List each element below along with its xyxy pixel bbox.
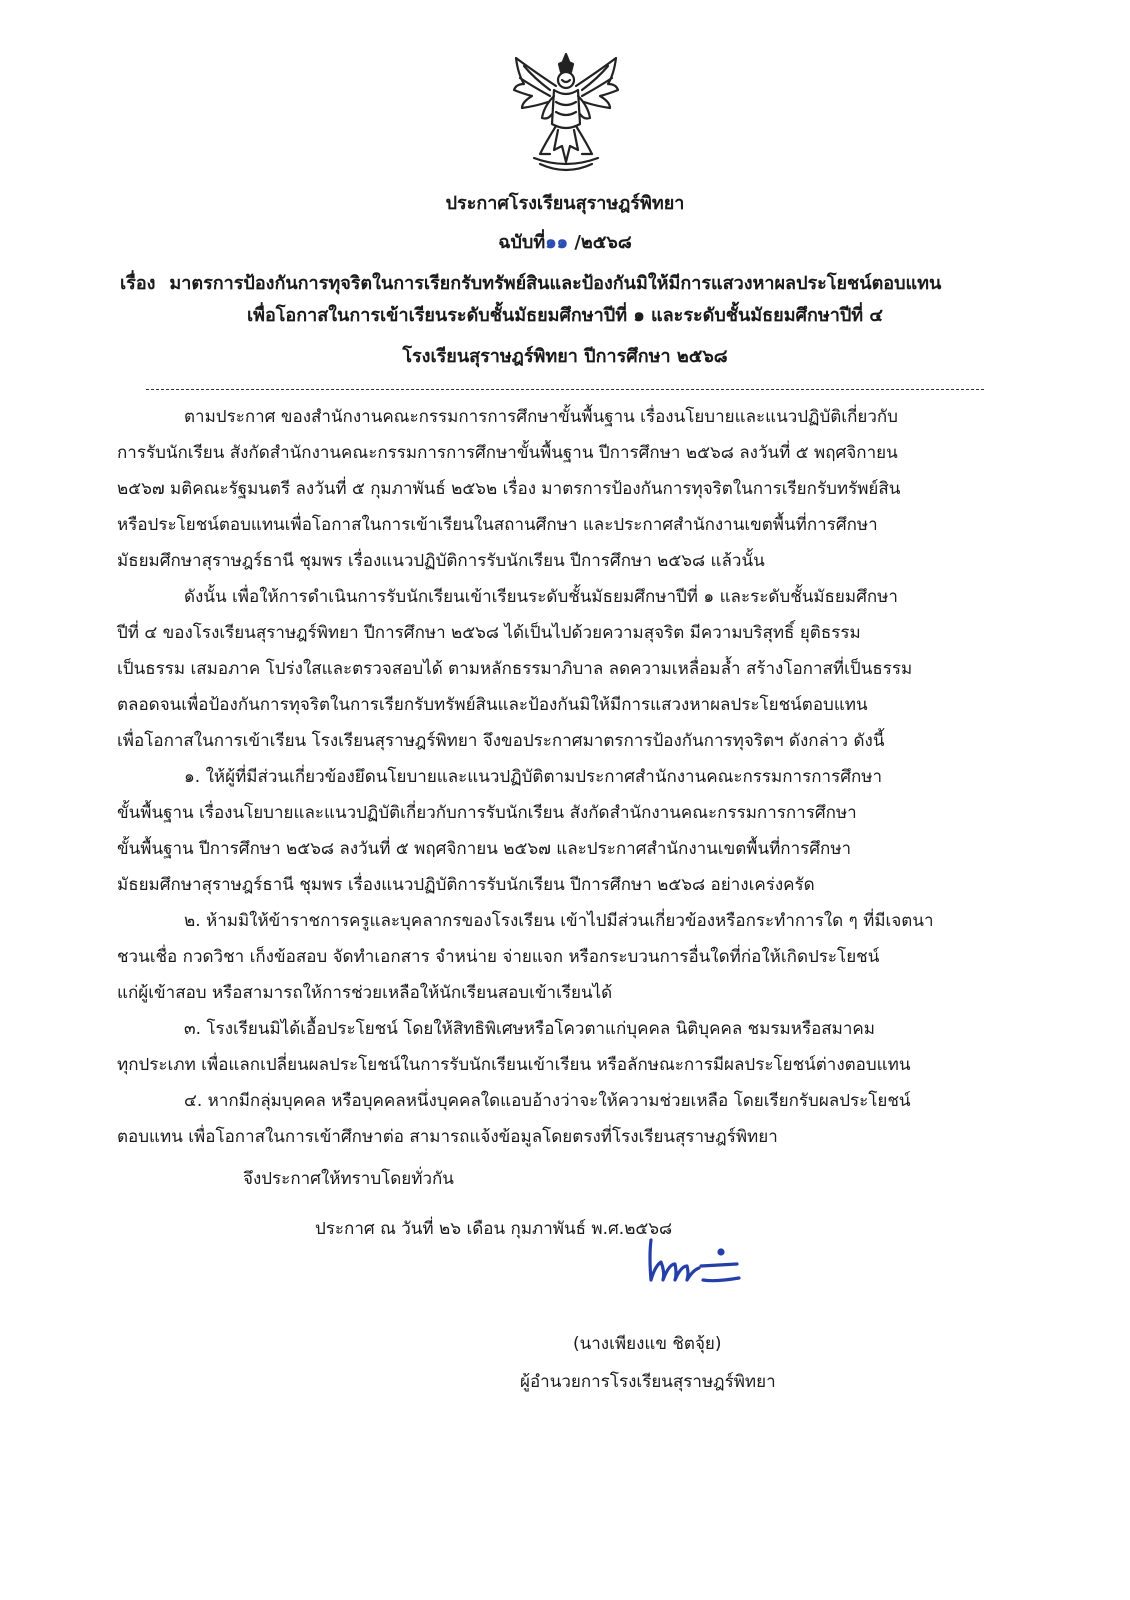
paragraph-2-line: ดังนั้น เพื่อให้การดำเนินการรับนักเรียนเข้าเรียนระดับชั้นมัธยมศึกษาปีที่ ๑ และระดับชั้นมัธยมศึกษา — [184, 587, 898, 607]
paragraph-2-line: ตลอดจนเพื่อป้องกันการทุจริตในการเรียกรับทรัพย์สินและป้องกันมิให้มีการแสวงหาผลประโยชน์ตอบแทน — [117, 695, 868, 715]
signature-mark — [645, 1236, 745, 1292]
paragraph-2-line: ปีที่ ๔ ของโรงเรียนสุราษฎร์พิทยา ปีการศึกษา ๒๕๖๘ ได้เป็นไปด้วยความสุจริต มีความบริสุทธิ์ ยุติธรรม — [117, 623, 861, 643]
item-1-line: ขั้นพื้นฐาน ปีการศึกษา ๒๕๖๘ ลงวันที่ ๕ พฤศจิกายน ๒๕๖๗ และประกาศสำนักงานเขตพื้นที่การศึกษา — [117, 839, 852, 859]
paragraph-1-line: ๒๕๖๗ มติคณะรัฐมนตรี ลงวันที่ ๕ กุมภาพันธ์ ๒๕๖๒ เรื่อง มาตรการป้องกันการทุจริตในการเรียกรับทรัพย์สิน — [117, 479, 901, 499]
item-2-line: ๒. ห้ามมิให้ข้าราชการครูและบุคลากรของโรงเรียน เข้าไปมีส่วนเกี่ยวข้องหรือกระทำการใด ๆ ที่มีเจตนา — [184, 911, 934, 931]
item-1-line: มัธยมศึกษาสุราษฎร์ธานี ชุมพร เรื่องแนวปฏิบัติการรับนักเรียน ปีการศึกษา ๒๕๖๘ อย่างเคร่งครัด — [117, 875, 815, 895]
paragraph-1-line: ตามประกาศ ของสำนักงานคณะกรรมการการศึกษาขั้นพื้นฐาน เรื่องนโยบายและแนวปฏิบัติเกี่ยวกับ — [184, 407, 898, 427]
document-number — [0, 227, 1130, 256]
header-divider — [146, 389, 984, 390]
paragraph-2-line: เป็นธรรม เสมอภาค โปร่งใสและตรวจสอบได้ ตามหลักธรรมาภิบาล ลดความเหลื่อมล้ำ สร้างโอกาสที่เป็นธรรม — [117, 659, 913, 679]
item-3-line: ทุกประเภท เพื่อแลกเปลี่ยนผลประโยชน์ในการรับนักเรียนเข้าเรียน หรือลักษณะการมีผลประโยชน์ต่างตอบแทน — [117, 1055, 911, 1075]
item-2-line: ชวนเชื่อ กวดวิชา เก็งข้อสอบ จัดทำเอกสาร จำหน่าย จ่ายแจก หรือกระบวนการอื่นใดที่ก่อให้เกิดประโยชน์ — [117, 947, 880, 967]
number-value: ๑๑ — [545, 232, 569, 253]
closing-text: จึงประกาศให้ทราบโดยทั่วกัน — [243, 1169, 454, 1189]
document-title: ประกาศโรงเรียนสุราษฎร์พิทยา — [445, 193, 685, 214]
garuda-emblem-icon — [510, 50, 622, 178]
item-1-line: ๑. ให้ผู้ที่มีส่วนเกี่ยวข้องยึดนโยบายและแนวปฏิบัติตามประกาศสำนักงานคณะกรรมการการศึกษา — [184, 767, 883, 787]
number-suffix: /๒๕๖๘ — [568, 232, 632, 253]
paragraph-2-line: เพื่อโอกาสในการเข้าเรียน โรงเรียนสุราษฎร์พิทยา จึงขอประกาศมาตรการป้องกันการทุจริตฯ ดังกล่าว ดังนี้ — [117, 731, 885, 751]
item-4-line: ๔. หากมีกลุ่มบุคคล หรือบุคคลหนึ่งบุคคลใดแอบอ้างว่าจะให้ความช่วยเหลือ โดยเรียกรับผลประโยชน์ — [184, 1091, 911, 1111]
subject-line-2: เพื่อโอกาสในการเข้าเรียนระดับชั้นมัธยมศึกษาปีที่ ๑ และระดับชั้นมัธยมศึกษาปีที่ ๔ — [246, 305, 884, 326]
signatory-name: (นางเพียงแข ชิตจุ้ย) — [573, 1334, 722, 1354]
subject-text-1: มาตรการป้องกันการทุจริตในการเรียกรับทรัพย์สินและป้องกันมิให้มีการแสวงหาผลประโยชน์ตอบแทน — [169, 273, 942, 294]
number-prefix: ฉบับที่ — [498, 232, 546, 253]
subject-label: เรื่อง — [120, 273, 156, 294]
item-1-line: ขั้นพื้นฐาน เรื่องนโยบายและแนวปฏิบัติเกี่ยวกับการรับนักเรียน สังกัดสำนักงานคณะกรรมการการศึกษา — [117, 803, 857, 823]
paragraph-1-line: มัธยมศึกษาสุราษฎร์ธานี ชุมพร เรื่องแนวปฏิบัติการรับนักเรียน ปีการศึกษา ๒๕๖๘ แล้วนั้น — [117, 551, 765, 571]
signatory-position: ผู้อำนวยการโรงเรียนสุราษฎร์พิทยา — [520, 1372, 776, 1392]
item-2-line: แก่ผู้เข้าสอบ หรือสามารถให้การช่วยเหลือให้นักเรียนสอบเข้าเรียนได้ — [117, 983, 613, 1003]
announcement-date: ประกาศ ณ วันที่ ๒๖ เดือน กุมภาพันธ์ พ.ศ.๒๕๖๘ — [315, 1219, 673, 1239]
subject-line-1 — [120, 268, 1010, 297]
item-3-line: ๓. โรงเรียนมิได้เอื้อประโยชน์ โดยให้สิทธิพิเศษหรือโควตาแก่บุคคล นิติบุคคล ชมรมหรือสมาคม — [184, 1019, 875, 1039]
paragraph-1-line: หรือประโยชน์ตอบแทนเพื่อโอกาสในการเข้าเรียนในสถานศึกษา และประกาศสำนักงานเขตพื้นที่การศึกษา — [117, 515, 878, 535]
paragraph-1-line: การรับนักเรียน สังกัดสำนักงานคณะกรรมการการศึกษาขั้นพื้นฐาน ปีการศึกษา ๒๕๖๘ ลงวันที่ ๕ พฤศจิกายน — [117, 443, 898, 463]
item-4-line: ตอบแทน เพื่อโอกาสในการเข้าศึกษาต่อ สามารถแจ้งข้อมูลโดยตรงที่โรงเรียนสุราษฎร์พิทยา — [117, 1127, 778, 1147]
subject-line-3: โรงเรียนสุราษฎร์พิทยา ปีการศึกษา ๒๕๖๘ — [402, 346, 728, 367]
